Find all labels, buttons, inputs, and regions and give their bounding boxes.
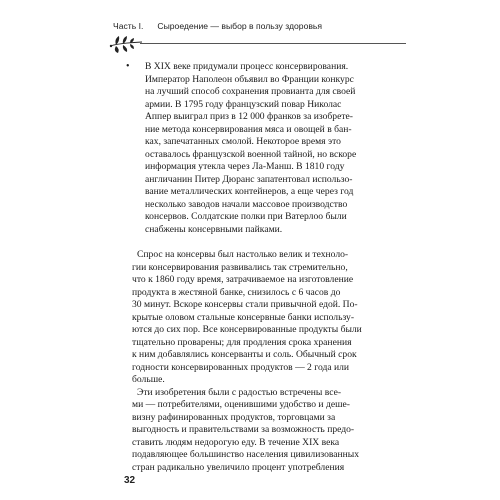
text-line: консервов. Солдатские полки при Ватерлоо были xyxy=(145,211,347,222)
text-line: гии консервирования развивались так стремительно, xyxy=(132,261,348,273)
text-line: 30 минут. Вскоре консервы стали привычной едой. По- xyxy=(132,299,358,310)
text-line: ми — потребителями, оценившими удобство и деше- xyxy=(132,399,350,410)
text-line: Эти изобретения были с радостью встречены все- xyxy=(137,386,342,398)
part-label: Часть I. xyxy=(113,21,144,31)
text-line: армии. В 1795 году французский повар Николас xyxy=(145,98,342,110)
text-line: В XIX веке придумали процесс консервирования. xyxy=(145,61,349,72)
text-line: информация утекла через Ла-Манш. В 1810 году xyxy=(145,161,345,172)
text-line: англичанин Питер Дюранс запатентовал использо- xyxy=(145,173,353,185)
text-line: Спрос на консервы был настолько велик и техноло- xyxy=(137,249,349,260)
text-line: вание металлических контейнеров, а еще через год xyxy=(145,186,354,197)
bullet-item xyxy=(124,61,390,236)
text-line: ются до сих пор. Все консервированные продукты были xyxy=(132,324,362,335)
text-line: Аппер выиграл приз в 12 000 франков за изобрете- xyxy=(145,111,353,122)
text-line: ставить людям недорогую еду. В течение XIX века xyxy=(132,436,340,448)
text-line: годности консервированных продуктов — 2 года или xyxy=(132,361,350,373)
bullet-marker: • xyxy=(126,61,130,72)
text-line: что к 1860 году время, затрачиваемое на изготовление xyxy=(132,274,354,285)
text-line: стран радикально увеличило процент употребления xyxy=(132,461,345,473)
text-line: крытые оловом стальные консервные банки использу- xyxy=(132,311,355,323)
header-divider xyxy=(140,43,406,44)
text-line: ках, запечатанных смолой. Некоторое время это xyxy=(145,136,341,147)
paragraph xyxy=(124,387,390,475)
chapter-title: Сыроедение — выбор в пользу здоровья xyxy=(157,21,323,31)
text-line: к ним добавлялись консерванты и соль. Обычный срок xyxy=(132,349,357,360)
page-number: 32 xyxy=(124,475,136,486)
body-text xyxy=(124,61,390,474)
text-line: снабжены консервными пайками. xyxy=(145,223,283,235)
text-line: несколько заводов начали массовое производство xyxy=(145,198,348,210)
text-line: выгодность и правительствами за возможность предо- xyxy=(132,424,355,435)
text-line: тщательно проварены; для продления срока хранения xyxy=(132,336,352,348)
text-line: визну рафинированных продуктов, торговцами за xyxy=(132,411,336,423)
paragraph xyxy=(124,249,390,387)
text-line: продукта в жестяной банке, снизилось с 6 часов до xyxy=(132,286,341,298)
text-line: ние метода консервирования мяса и овощей в бан- xyxy=(145,123,352,135)
text-line: оставалось французской военной тайной, но вскоре xyxy=(145,148,357,160)
text-line: на лучший способ сохранения провианта для своей xyxy=(145,86,356,97)
text-line: Император Наполеон объявил во Франции конкурс xyxy=(145,73,354,85)
text-line: больше. xyxy=(132,374,165,385)
text-line: подавляющее большинство населения цивилизованных xyxy=(132,449,360,460)
